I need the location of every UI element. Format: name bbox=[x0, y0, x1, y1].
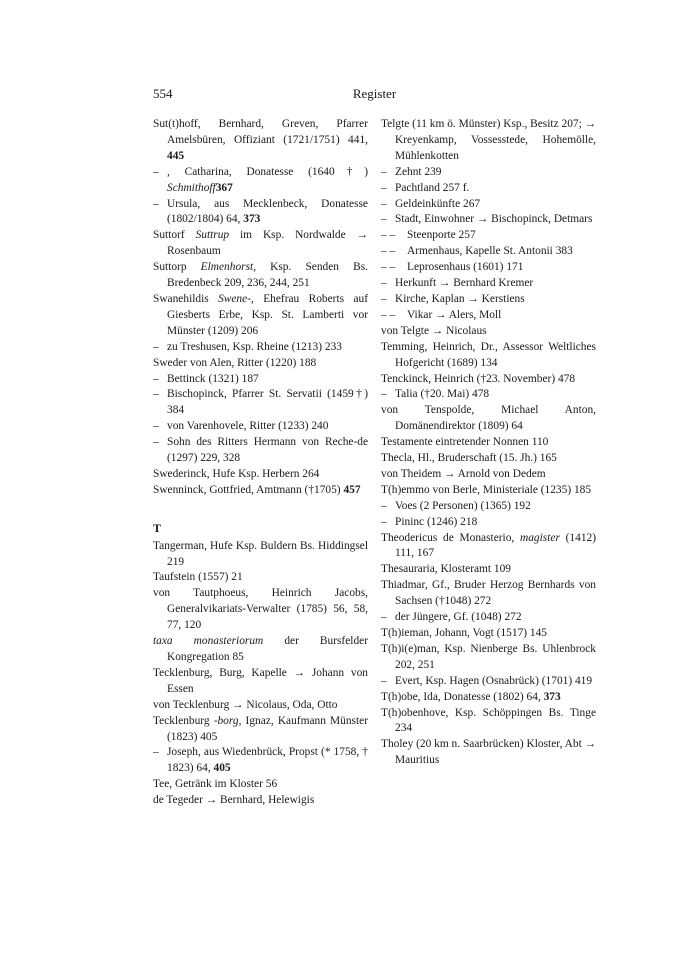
index-entry bbox=[153, 745, 368, 777]
index-entry bbox=[153, 387, 368, 419]
index-entry bbox=[381, 642, 596, 674]
entry-text-cont: , Ksp. Senden Bs. Bredenbeck 209, 236, 244, 251 bbox=[167, 261, 368, 290]
entry-text: Taufstein (1557) 21 bbox=[153, 571, 243, 584]
index-entry bbox=[381, 483, 596, 499]
index-entry bbox=[153, 165, 368, 197]
index-entry bbox=[153, 793, 368, 809]
entry-text: Vikar → Alers, Moll bbox=[407, 308, 502, 321]
entry-text: T(h)emmo von Berle, Ministeriale (1235) 185 bbox=[381, 483, 592, 496]
entry-text: T(h)i(e)man, Ksp. Nienberge Bs. Uhlenbrock 202, 251 bbox=[381, 642, 596, 671]
entry-dash: – bbox=[381, 499, 387, 512]
entry-text: de Tegeder → Bernhard, Helewigis bbox=[153, 794, 315, 807]
index-entry bbox=[381, 499, 596, 515]
index-entry bbox=[381, 181, 596, 197]
index-entry bbox=[153, 372, 368, 388]
entry-text: Kirche, Kaplan → Kerstiens bbox=[395, 292, 525, 305]
entry-text: von Tenspolde, Michael Anton, Domänendirektor (1809) 64 bbox=[381, 404, 596, 433]
entry-bold-ref: 445 bbox=[167, 149, 185, 162]
index-entry bbox=[381, 562, 596, 578]
entry-dash: – bbox=[153, 420, 159, 433]
entry-text: Swederinck, Hufe Ksp. Herbern 264 bbox=[153, 467, 320, 480]
entry-text: Tecklenburg bbox=[153, 714, 214, 727]
index-entry bbox=[153, 586, 368, 634]
entry-text: Bischopinck, Pfarrer St. Servatii (1459†) 384 bbox=[167, 388, 368, 417]
index-entry bbox=[153, 467, 368, 483]
entry-text: Tholey (20 km n. Saarbrücken) Kloster, Abt → Mauritius bbox=[381, 738, 596, 767]
index-entry bbox=[381, 276, 596, 292]
index-entry bbox=[153, 666, 368, 698]
index-entry bbox=[381, 260, 596, 276]
index-entry bbox=[381, 626, 596, 642]
entry-text: Theodericus de Monasterio, bbox=[381, 531, 521, 544]
entry-dash: – bbox=[153, 746, 159, 759]
index-entry bbox=[381, 197, 596, 213]
running-head: Register bbox=[352, 86, 397, 101]
entry-text: von Tecklenburg → Nicolaus, Oda, Otto bbox=[153, 698, 338, 711]
entry-text: Tee, Getränk im Kloster 56 bbox=[153, 778, 278, 791]
entry-dash: – bbox=[381, 277, 387, 290]
index-entry bbox=[381, 451, 596, 467]
entry-dash: – bbox=[381, 515, 387, 528]
index-entry bbox=[381, 387, 596, 403]
index-entry bbox=[153, 292, 368, 340]
entry-text-cont: der Bursfelder Kongregation 85 bbox=[167, 635, 368, 663]
entry-italic: -borg bbox=[213, 714, 239, 727]
entry-text: von Theidem → Arnold von Dedem bbox=[381, 467, 546, 480]
entry-text: von Telgte → Nicolaus bbox=[381, 324, 487, 337]
entry-dash: – – bbox=[381, 261, 396, 274]
index-entry bbox=[381, 244, 596, 260]
entry-text: Swanehildis bbox=[153, 292, 219, 305]
entry-text: Swenninck, Gottfried, Amtmann (†1705) bbox=[153, 483, 344, 496]
entry-text: Joseph, aus Wiedenbrück, Propst (* 1758, † 1823) 64, bbox=[167, 746, 368, 775]
entry-dash: – bbox=[381, 292, 387, 305]
entry-italic: Suttrup bbox=[195, 229, 230, 242]
entry-dash: – – bbox=[381, 308, 396, 321]
entry-text-cont: , Ehefrau Roberts auf Giesberts Erbe, Ksp. St. Lamberti vor Münster (1209) 206 bbox=[167, 292, 368, 337]
index-entry bbox=[153, 340, 368, 356]
index-entry bbox=[153, 714, 368, 746]
index-entry bbox=[381, 117, 596, 165]
index-entry bbox=[381, 578, 596, 610]
index-entry bbox=[153, 419, 368, 435]
index-entry bbox=[381, 690, 596, 706]
entry-text: Tangerman, Hufe Ksp. Buldern Bs. Hiddingsel 219 bbox=[153, 539, 368, 568]
entry-text: von Varenhovele, Ritter (1233) 240 bbox=[167, 420, 329, 433]
entry-text: Telgte (11 km ö. Münster) Ksp., Besitz 207; → Kreyenkamp, Vossesstede, Hohemölle, Mühlenkotten bbox=[381, 118, 596, 162]
entry-text: Thiadmar, Gf., Bruder Herzog Bernhards von Sachsen (†1048) 272 bbox=[381, 579, 596, 608]
entry-text-cont: (1412) 111, 167 bbox=[395, 531, 597, 560]
entry-italic: Swene- bbox=[218, 292, 251, 305]
entry-dash: – bbox=[153, 197, 159, 210]
index-entry bbox=[153, 197, 368, 229]
entry-text: Herkunft → Bernhard Kremer bbox=[395, 277, 534, 290]
entry-text: Sut(t)hoff, Bernhard, Greven, Pfarrer Amelsbüren, Offiziant (1721/1751) 441, bbox=[153, 118, 368, 146]
entry-italic: magister bbox=[520, 531, 560, 544]
index-entry bbox=[381, 467, 596, 483]
entry-bold-ref: 405 bbox=[213, 762, 231, 775]
entry-text: Armenhaus, Kapelle St. Antonii 383 bbox=[407, 245, 573, 258]
entry-dash: – – bbox=[381, 245, 396, 258]
entry-text: Tecklenburg, Burg, Kapelle → Johann von Essen bbox=[153, 666, 368, 695]
entry-text: Voes (2 Personen) (1365) 192 bbox=[395, 499, 531, 512]
index-entry bbox=[153, 698, 368, 714]
entry-text: Stadt, Einwohner → Bischopinck, Detmars bbox=[395, 213, 593, 226]
right-column bbox=[381, 117, 596, 769]
entry-text: Ursula, aus Mecklenbeck, Donatesse (1802/1804) 64, bbox=[167, 197, 368, 226]
entry-text: T(h)obe, Ida, Donatesse (1802) 64, bbox=[381, 690, 544, 703]
entry-text: Zehnt 239 bbox=[395, 165, 442, 178]
entry-italic: taxa monasteriorum bbox=[153, 635, 264, 648]
entry-dash: – bbox=[153, 340, 159, 353]
entry-italic: Elmenhorst bbox=[200, 261, 254, 274]
entry-text: Suttorp bbox=[153, 261, 201, 274]
entry-text: Bettinck (1321) 187 bbox=[167, 372, 259, 385]
index-entry bbox=[381, 292, 596, 308]
entry-bold-ref: 373 bbox=[543, 690, 561, 703]
entry-text: von Tautphoeus, Heinrich Jacobs, Generalvikariats-Verwalter (1785) 56, 58, 77, 120 bbox=[153, 587, 368, 632]
entry-bold-ref: 373 bbox=[243, 213, 261, 226]
entry-italic: Schmithoff bbox=[167, 181, 216, 194]
index-entry bbox=[381, 308, 596, 324]
entry-text: T(h)ieman, Johann, Vogt (1517) 145 bbox=[381, 627, 547, 639]
index-entry bbox=[381, 531, 596, 563]
entry-text: Pininc (1246) 218 bbox=[395, 515, 478, 528]
entry-dash: – bbox=[381, 197, 387, 210]
entry-dash: – bbox=[153, 165, 159, 178]
entry-text: Talia (†20. Mai) 478 bbox=[395, 388, 490, 401]
entry-dash: – bbox=[381, 388, 387, 401]
entries-s bbox=[153, 117, 368, 499]
index-entry bbox=[381, 340, 596, 372]
entries-t-continued bbox=[381, 117, 596, 769]
index-entry bbox=[153, 435, 368, 467]
index-entry bbox=[153, 117, 368, 165]
entry-text: Sohn des Ritters Hermann von Reche-de (1297) 229, 328 bbox=[167, 436, 368, 465]
entry-text: Testamente eintretender Nonnen 110 bbox=[381, 436, 549, 449]
entry-text: zu Treshusen, Ksp. Rheine (1213) 233 bbox=[167, 340, 342, 353]
entry-text: Sweder von Alen, Ritter (1220) 188 bbox=[153, 356, 317, 369]
entry-dash: – bbox=[153, 372, 159, 385]
left-column bbox=[153, 117, 368, 809]
entry-text: Pachtland 257 f. bbox=[395, 181, 470, 194]
index-entry bbox=[153, 483, 368, 499]
entry-dash: – – bbox=[381, 229, 396, 242]
entry-text: Tenckinck, Heinrich (†23. November) 478 bbox=[381, 372, 576, 385]
index-entry bbox=[153, 356, 368, 372]
index-entry bbox=[153, 539, 368, 571]
index-entry bbox=[153, 570, 368, 586]
entry-text: Thesauraria, Klosteramt 109 bbox=[381, 563, 511, 576]
index-entry bbox=[381, 435, 596, 451]
entry-dash: – bbox=[381, 674, 387, 687]
entry-text: Leprosenhaus (1601) 171 bbox=[407, 261, 524, 274]
index-entry bbox=[381, 403, 596, 435]
entry-text: Temming, Heinrich, Dr., Assessor Weltliches Hofgericht (1689) 134 bbox=[381, 340, 596, 369]
entry-dash: – bbox=[153, 388, 159, 401]
entry-text: der Jüngere, Gf. (1048) 272 bbox=[395, 611, 522, 624]
section-letter: T bbox=[153, 520, 162, 535]
index-entry bbox=[381, 212, 596, 228]
index-entry bbox=[381, 706, 596, 738]
index-entry bbox=[381, 515, 596, 531]
index-entry bbox=[381, 674, 596, 690]
index-entry bbox=[153, 634, 368, 666]
index-entry bbox=[381, 737, 596, 769]
page-header bbox=[153, 86, 596, 104]
entry-text: Geldeinkünfte 267 bbox=[395, 197, 481, 210]
entry-dash: – bbox=[381, 213, 387, 226]
entry-bold-ref: 457 bbox=[343, 483, 361, 496]
index-entry bbox=[153, 260, 368, 292]
index-entry bbox=[381, 372, 596, 388]
entries-t bbox=[153, 539, 368, 809]
entry-text-cont: , Ignaz, Kaufmann Münster (1823) 405 bbox=[167, 714, 368, 743]
index-entry bbox=[381, 228, 596, 244]
entry-bold-ref: 367 bbox=[215, 181, 233, 194]
index-entry bbox=[153, 228, 368, 260]
entry-text: Thecla, Hl., Bruderschaft (15. Jh.) 165 bbox=[381, 452, 557, 465]
index-entry bbox=[153, 777, 368, 793]
entry-dash: – bbox=[381, 165, 387, 178]
index-entry bbox=[381, 324, 596, 340]
entry-text: Evert, Ksp. Hagen (Osnabrück) (1701) 419 bbox=[395, 674, 593, 687]
page-number: 554 bbox=[153, 86, 173, 101]
entry-text: Suttorf bbox=[153, 229, 196, 242]
index-entry bbox=[381, 165, 596, 181]
entry-text: T(h)obenhove, Ksp. Schöppingen Bs. Tinge 234 bbox=[381, 706, 596, 735]
index-entry bbox=[381, 610, 596, 626]
entry-dash: – bbox=[381, 181, 387, 194]
entry-text: Steenporte 257 bbox=[407, 229, 476, 242]
entry-dash: – bbox=[381, 611, 387, 624]
entry-dash: – bbox=[153, 436, 159, 449]
entry-text-cont: im Ksp. Nordwalde → Rosenbaum bbox=[167, 229, 368, 258]
entry-text: , Catharina, Donatesse (1640†) bbox=[167, 165, 368, 178]
